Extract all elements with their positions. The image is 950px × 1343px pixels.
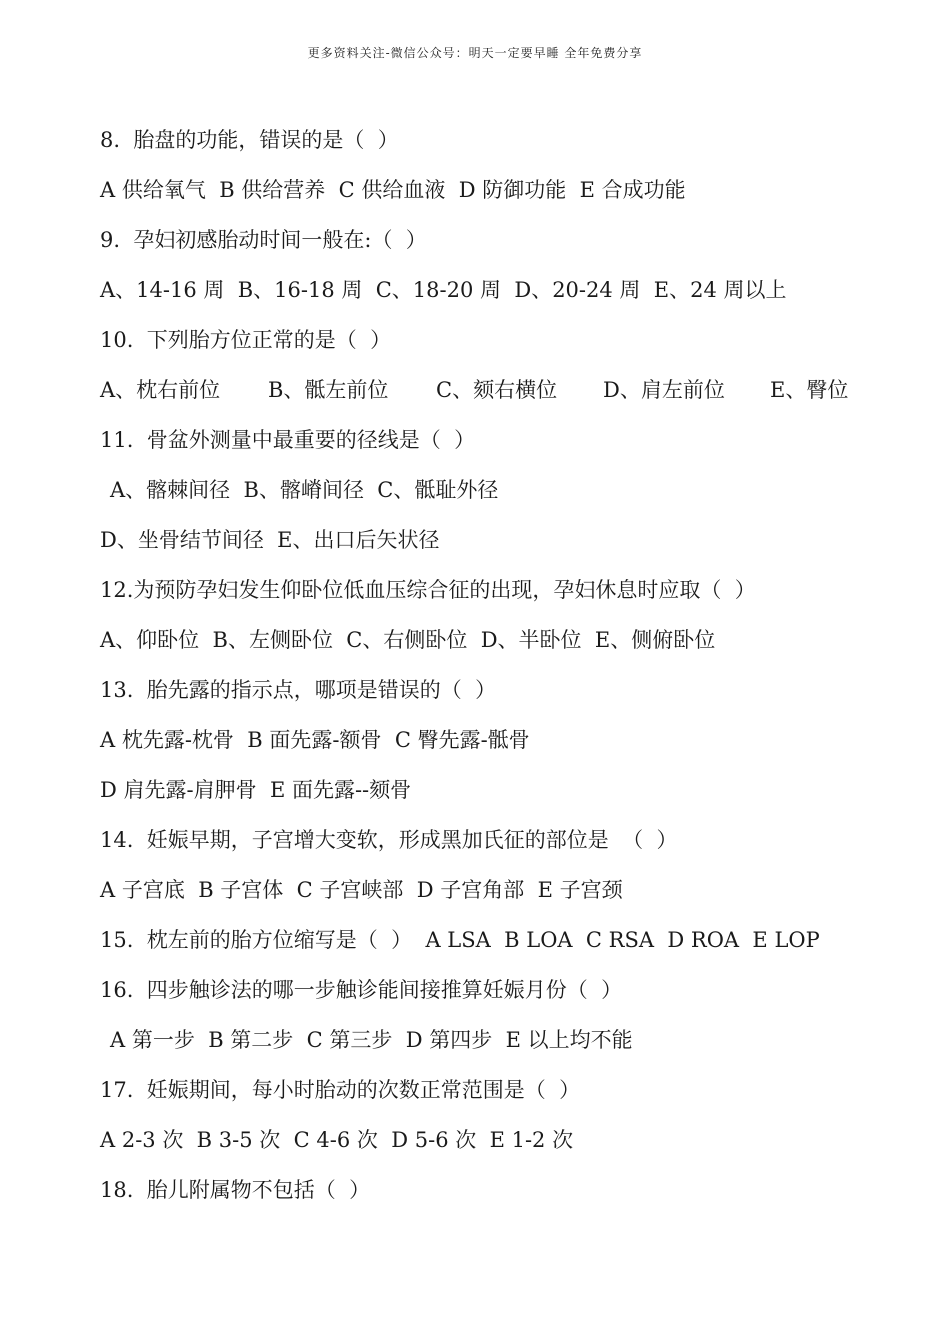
question-10: 10. 下列胎方位正常的是（ ） — [100, 328, 392, 352]
question-13-options-1: A 枕先露-枕骨 B 面先露-额骨 C 臀先露-骶骨 — [100, 728, 530, 752]
question-13-options-2: D 肩先露-肩胛骨 E 面先露--颏骨 — [100, 778, 412, 802]
question-11: 11. 骨盆外测量中最重要的径线是（ ） — [100, 428, 476, 452]
question-11-options-2: D、坐骨结节间径 E、出口后矢状径 — [100, 528, 440, 552]
question-9-options: A、14-16 周 B、16-18 周 C、18-20 周 D、20-24 周 E、24 周以上 — [100, 278, 787, 302]
question-14-options: A 子宫底 B 子宫体 C 子宫峡部 D 子宫角部 E 子宫颈 — [100, 878, 623, 902]
question-18: 18. 胎儿附属物不包括（ ） — [100, 1178, 371, 1202]
question-16-options: A 第一步 B 第二步 C 第三步 D 第四步 E 以上均不能 — [110, 1028, 633, 1052]
option-e: E、臀位 — [770, 378, 849, 402]
question-14: 14. 妊娠早期，子宫增大变软，形成黑加氏征的部位是 （ ） — [100, 828, 678, 852]
question-8-options: A 供给氧气 B 供给营养 C 供给血液 D 防御功能 E 合成功能 — [100, 178, 686, 202]
question-16: 16. 四步触诊法的哪一步触诊能间接推算妊娠月份（ ） — [100, 978, 623, 1002]
question-17-options: A 2-3 次 B 3-5 次 C 4-6 次 D 5-6 次 E 1-2 次 — [100, 1128, 574, 1152]
option-b: B、骶左前位 — [268, 378, 389, 402]
question-17: 17. 妊娠期间，每小时胎动的次数正常范围是（ ） — [100, 1078, 581, 1102]
page-header: 更多资料关注-微信公众号：明天一定要早睡 全年免费分享 — [307, 46, 643, 60]
question-13: 13. 胎先露的指示点，哪项是错误的（ ） — [100, 678, 497, 702]
option-c: C、颏右横位 — [436, 378, 558, 402]
option-a: A、枕右前位 — [100, 378, 221, 402]
question-12: 12.为预防孕妇发生仰卧位低血压综合征的出现，孕妇休息时应取（ ） — [100, 578, 756, 602]
question-9: 9. 孕妇初感胎动时间一般在:（ ） — [100, 228, 427, 252]
question-15: 15. 枕左前的胎方位缩写是（ ） A LSA B LOA C RSA D ROA E LOP — [100, 928, 820, 952]
question-10-options — [100, 377, 860, 403]
question-8: 8. 胎盘的功能，错误的是（ ） — [100, 128, 399, 152]
option-d: D、肩左前位 — [603, 378, 725, 402]
question-11-options-1: A、髂棘间径 B、髂嵴间径 C、骶耻外径 — [110, 478, 499, 502]
question-12-options: A、仰卧位 B、左侧卧位 C、右侧卧位 D、半卧位 E、侧俯卧位 — [100, 628, 716, 652]
